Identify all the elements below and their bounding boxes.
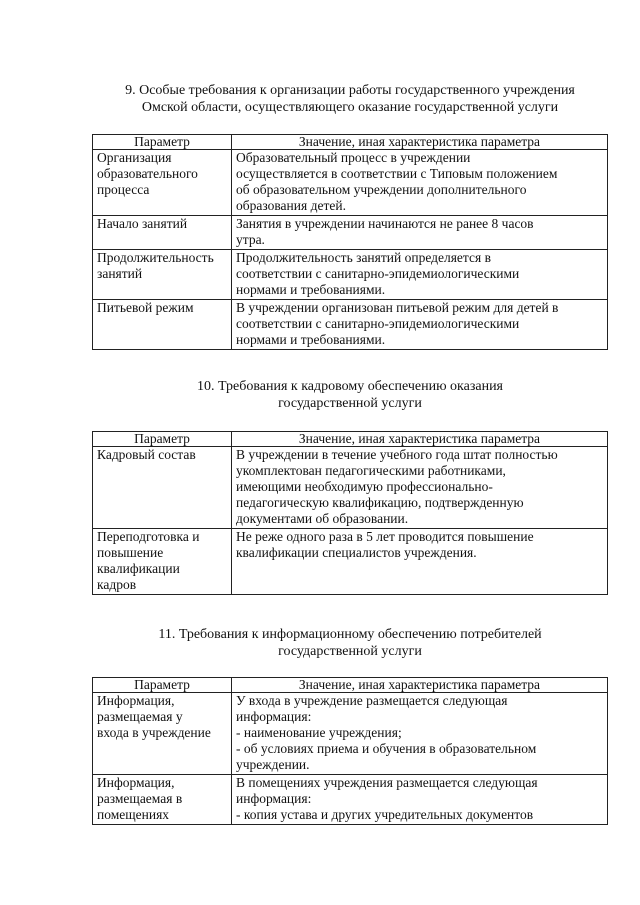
table-header-row (93, 678, 608, 693)
value-cell: В учреждении организован питьевой режим для детей в соответствии с санитарно-эпидемиологическими нормами и требованиями. (232, 300, 608, 350)
table-row (93, 447, 608, 529)
param-cell: Информация, размещаемая у входа в учреждение (93, 693, 232, 775)
table-row (93, 775, 608, 825)
value-cell: Занятия в учреждении начинаются не ранее 8 часов утра. (232, 216, 608, 250)
value-cell: Продолжительность занятий определяется в соответствии с санитарно-эпидемиологическими нормами и требованиями. (232, 250, 608, 300)
section-11-table (92, 677, 608, 825)
param-cell: Переподготовка и повышение квалификации кадров (93, 529, 232, 595)
table-row (93, 693, 608, 775)
section-9-heading: 9. Особые требования к организации работы государственного учреждения Омской области, осуществляющего оказание государственной услуги (125, 83, 575, 115)
header-value: Значение, иная характеристика параметра (232, 432, 608, 447)
section-9-table (92, 134, 608, 350)
table-row (93, 216, 608, 250)
table-row (93, 150, 608, 216)
param-cell: Кадровый состав (93, 447, 232, 529)
table-row (93, 250, 608, 300)
section-10-table (92, 431, 608, 595)
value-cell: Не реже одного раза в 5 лет проводится повышение квалификации специалистов учреждения. (232, 529, 608, 595)
table-row (93, 529, 608, 595)
section-10-heading: 10. Требования к кадровому обеспечению оказания государственной услуги (197, 379, 503, 411)
param-cell: Начало занятий (93, 216, 232, 250)
header-value: Значение, иная характеристика параметра (232, 135, 608, 150)
param-cell: Организация образовательного процесса (93, 150, 232, 216)
section-11-heading: 11. Требования к информационному обеспечению потребителей государственной услуги (158, 627, 542, 659)
param-cell: Информация, размещаемая в помещениях (93, 775, 232, 825)
header-parameter: Параметр (93, 135, 232, 150)
param-cell: Питьевой режим (93, 300, 232, 350)
table-row (93, 300, 608, 350)
param-cell: Продолжительность занятий (93, 250, 232, 300)
header-parameter: Параметр (93, 678, 232, 693)
table-header-row (93, 432, 608, 447)
value-cell: У входа в учреждение размещается следующая информация: - наименование учреждения; - об условиях приема и обучения в образовательном учреждении. (232, 693, 608, 775)
value-cell: В учреждении в течение учебного года штат полностью укомплектован педагогическими работниками, имеющими необходимую профессионально- педагогическую квалификацию, подтвержденную документами об образовании. (232, 447, 608, 529)
header-parameter: Параметр (93, 432, 232, 447)
value-cell: В помещениях учреждения размещается следующая информация: - копия устава и других учредительных документов (232, 775, 608, 825)
value-cell: Образовательный процесс в учреждении осуществляется в соответствии с Типовым положением об образовательном учреждении дополнительного образования детей. (232, 150, 608, 216)
header-value: Значение, иная характеристика параметра (232, 678, 608, 693)
table-header-row (93, 135, 608, 150)
